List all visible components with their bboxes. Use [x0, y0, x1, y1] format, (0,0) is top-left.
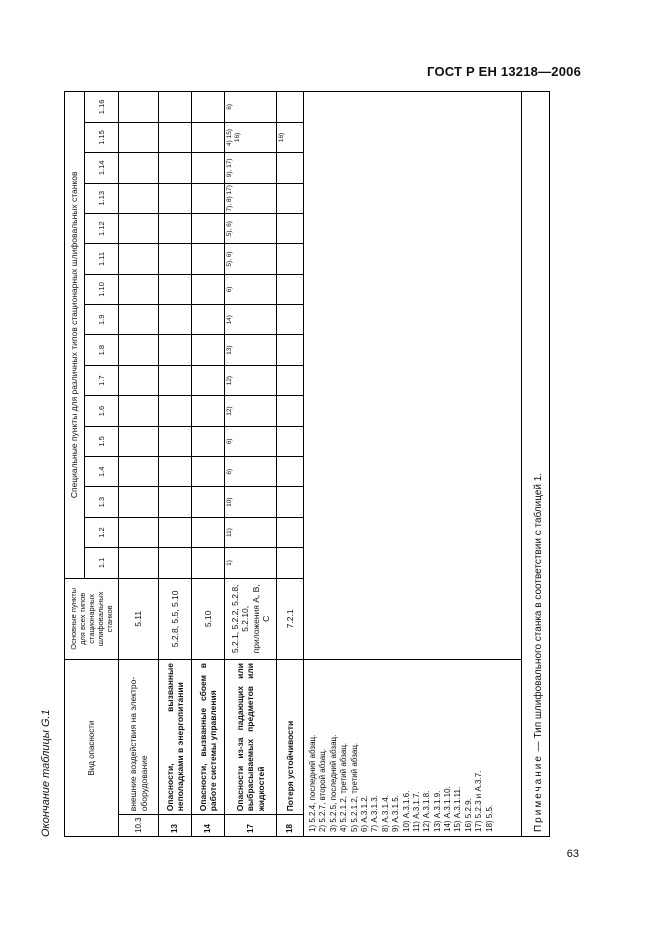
hazard-name: Опасности, вызванные неполадками в энергопитании: [159, 660, 192, 815]
special-clause-cell: [192, 457, 225, 487]
footnote: 2) 5.2.7, второй абзац.: [318, 748, 328, 832]
footnote: 5) 5.2.1.2, третий абзац.: [349, 742, 359, 832]
special-clause-cell: [119, 183, 159, 213]
subheader-cell: 1.3: [85, 487, 119, 517]
special-clause-cell: [159, 183, 192, 213]
special-clause-cell: [119, 122, 159, 152]
special-clause-cell: [277, 183, 304, 213]
special-clause-cell: 9), 17): [225, 153, 277, 183]
special-clause-cell: 5), 6): [225, 213, 277, 243]
footnote: 15) А.3.1.11.: [453, 786, 463, 832]
footnote: 3) 5.2.5, последний абзац.: [328, 734, 338, 832]
subheader-cell: 1.10: [85, 274, 119, 304]
table-row: [277, 92, 304, 837]
hazard-name: Потеря устойчивости: [277, 660, 304, 815]
header-base-clauses: Основные пункты для всех типов стационарных шлифовальных станков: [65, 578, 119, 659]
table-row: [159, 92, 192, 837]
footnotes-spacer: [304, 92, 522, 660]
special-clause-cell: [159, 396, 192, 426]
note-text: — Тип шлифовального станка в соответствии с таблицей 1.: [533, 472, 544, 755]
special-clause-cell: [192, 153, 225, 183]
special-clause-cell: 12): [225, 365, 277, 395]
footnotes-cell: [304, 660, 522, 837]
special-clause-cell: 6): [225, 92, 277, 123]
header-special-clauses: Специальные пункты для различных типов стационарных шлифовальных станков: [65, 92, 85, 579]
special-clause-cell: [159, 244, 192, 274]
footnote: 16) 5.2.9.: [463, 798, 473, 832]
special-clause-cell: 6): [225, 457, 277, 487]
special-clause-cell: [159, 274, 192, 304]
subheader-cell: 1.5: [85, 426, 119, 456]
hazard-name: внешние воздействия на электро-оборудование: [119, 660, 159, 815]
page-number: 63: [566, 848, 579, 860]
special-clause-cell: [159, 426, 192, 456]
special-clause-cell: [277, 274, 304, 304]
special-clause-cell: [119, 305, 159, 335]
special-clause-cell: 7), 8) 17): [225, 183, 277, 213]
special-clause-cell: [119, 426, 159, 456]
note-prefix: Примечание: [533, 754, 544, 832]
special-clause-cell: [192, 244, 225, 274]
special-clause-cell: [159, 517, 192, 547]
footnote: 13) А.3.1.9.: [432, 790, 442, 832]
footnotes-list: [308, 664, 495, 832]
subheader-cell: 1.4: [85, 457, 119, 487]
table-row: [119, 92, 159, 837]
special-clause-cell: [119, 457, 159, 487]
special-clause-cell: [277, 396, 304, 426]
subheader-cell: 1.2: [85, 517, 119, 547]
special-clause-cell: [277, 92, 304, 123]
special-clause-cell: [119, 396, 159, 426]
subheader-cell: 1.14: [85, 153, 119, 183]
row-number: 10.3: [119, 815, 159, 837]
special-clause-cell: [119, 365, 159, 395]
special-clause-cell: [192, 335, 225, 365]
footnote: 4) 5.2.1.2, третий абзац.: [339, 742, 349, 832]
subheader-cell: 1.12: [85, 213, 119, 243]
subheader-cell: 1.15: [85, 122, 119, 152]
subheader-cell: 1.13: [85, 183, 119, 213]
table-row: [192, 92, 225, 837]
special-clause-cell: [119, 213, 159, 243]
special-clause-cell: [119, 487, 159, 517]
special-clause-cell: [192, 396, 225, 426]
row-number: 17: [225, 815, 277, 837]
special-clause-cell: [277, 335, 304, 365]
special-clause-cell: [277, 244, 304, 274]
hazard-table: [64, 91, 550, 837]
special-clause-cell: [159, 335, 192, 365]
special-clause-cell: [277, 426, 304, 456]
special-clause-cell: 5), 6): [225, 244, 277, 274]
special-clause-cell: [277, 365, 304, 395]
special-clause-cell: [119, 517, 159, 547]
special-clause-cell: [159, 92, 192, 123]
subheader-cell: 1.1: [85, 548, 119, 578]
special-clause-cell: 14): [225, 305, 277, 335]
table-note: [522, 92, 550, 837]
special-clause-cell: [159, 487, 192, 517]
special-clause-cell: [277, 487, 304, 517]
special-clause-cell: 12): [225, 396, 277, 426]
special-clause-cell: [192, 517, 225, 547]
special-clause-cell: [192, 365, 225, 395]
base-clauses: 7.2.1: [277, 578, 304, 659]
footnote: 7) А.3.1.3.: [370, 795, 380, 832]
special-clause-cell: [192, 122, 225, 152]
row-number: 13: [159, 815, 192, 837]
special-clause-cell: [159, 122, 192, 152]
footnote: 11) А.3.1.7.: [411, 791, 421, 832]
special-clause-cell: [277, 305, 304, 335]
rotated-table-block: [40, 91, 584, 837]
footnote: 14) А.3.1.10.: [443, 786, 453, 832]
special-clause-cell: [277, 213, 304, 243]
special-clause-cell: 1): [225, 548, 277, 578]
special-clause-cell: 6): [225, 274, 277, 304]
footnote: 1) 5.2.4, последний абзац.: [308, 734, 317, 832]
hazard-name: Опасности, вызванные сбоем в работе системы управления: [192, 660, 225, 815]
subheader-cell: 1.16: [85, 92, 119, 123]
footnote: 17) 5.2.3 и А.3.7.: [474, 770, 484, 832]
special-clause-cell: 11): [225, 517, 277, 547]
special-clause-cell: [192, 183, 225, 213]
special-clause-cell: 6): [225, 426, 277, 456]
special-clause-cell: [277, 153, 304, 183]
special-clause-cell: [277, 457, 304, 487]
special-clause-cell: [159, 213, 192, 243]
special-clause-cell: [192, 213, 225, 243]
document-header: ГОСТ Р ЕН 13218—2006: [427, 64, 581, 79]
footnote: 10) А.3.1.6.: [401, 790, 411, 832]
table-caption: Окончание таблицы G.1: [40, 709, 52, 837]
special-clause-cell: [159, 305, 192, 335]
base-clauses: 5.10: [192, 578, 225, 659]
special-clause-cell: 10): [225, 487, 277, 517]
special-clause-cell: 4) 15) 16): [225, 122, 277, 152]
special-clause-cell: [159, 365, 192, 395]
special-clause-cell: [119, 244, 159, 274]
footnote: 18) 5.5.: [484, 804, 494, 832]
special-clause-cell: 13): [225, 335, 277, 365]
header-hazard: Вид опасности: [65, 660, 119, 837]
base-clauses: 5.2.1, 5.2.2, 5.2.8, 5.2.10, приложения А, В, С: [225, 578, 277, 659]
special-clause-cell: [192, 274, 225, 304]
footnote: 6) А.3.1.2.: [359, 795, 369, 832]
subheader-cell: 1.7: [85, 365, 119, 395]
row-number: 18: [277, 815, 304, 837]
special-clause-cell: [192, 305, 225, 335]
base-clauses: 5.2.8, 5.5, 5.10: [159, 578, 192, 659]
special-clause-cell: [159, 153, 192, 183]
special-clause-cell: [119, 548, 159, 578]
special-clause-cell: 16): [277, 122, 304, 152]
special-clause-cell: [277, 517, 304, 547]
row-number: 14: [192, 815, 225, 837]
special-clause-cell: [277, 548, 304, 578]
special-clause-cell: [119, 274, 159, 304]
subheader-cell: 1.9: [85, 305, 119, 335]
special-clause-cell: [159, 548, 192, 578]
special-clause-cell: [159, 457, 192, 487]
special-clause-cell: [192, 548, 225, 578]
subheader-cell: 1.11: [85, 244, 119, 274]
subheader-cell: 1.6: [85, 396, 119, 426]
special-clause-cell: [119, 92, 159, 123]
footnote: 9) А.3.1.5.: [391, 795, 401, 832]
footnote: 12) А.3.1.8.: [422, 790, 432, 832]
subheader-cell: 1.8: [85, 335, 119, 365]
special-clause-cell: [119, 153, 159, 183]
base-clauses: 5.11: [119, 578, 159, 659]
table-row: [225, 92, 277, 837]
hazard-name: Опасности из-за падающих или выбрасываемых предметов или жидкостей: [225, 660, 277, 815]
special-clause-cell: [192, 426, 225, 456]
footnote: 8) А.3.1.4.: [380, 795, 390, 832]
table-body: [119, 92, 304, 837]
special-clause-cell: [192, 92, 225, 123]
special-clause-cell: [119, 335, 159, 365]
special-clause-cell: [192, 487, 225, 517]
